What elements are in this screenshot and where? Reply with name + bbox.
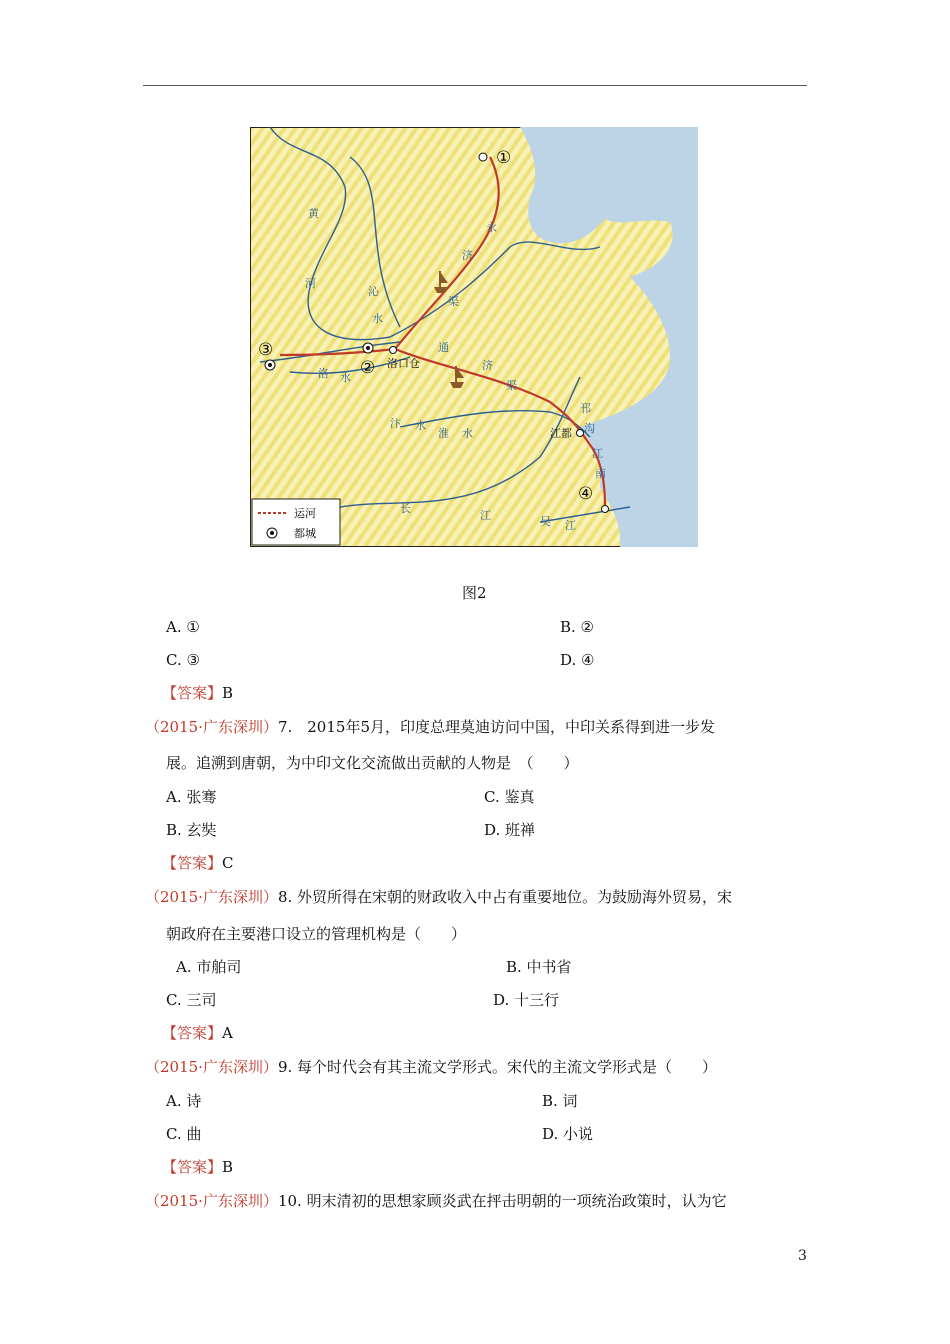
grand-canal-map (250, 127, 698, 547)
q9-line1: （2015·广东深圳）9. 每个时代会有其主流文学形式。宋代的主流文学形式是（ ） (145, 1058, 718, 1076)
river-label: 南 (595, 467, 606, 480)
place-label: 洛口仓 (387, 357, 420, 370)
answer-value: B (222, 1158, 234, 1176)
river-label: 通 (438, 341, 449, 354)
legend-capital: 都城 (294, 527, 316, 540)
question-source: （2015·广东深圳） (145, 1192, 278, 1210)
map-legend (252, 499, 340, 545)
river-label: 吴 (540, 515, 551, 528)
river-label: 黄 (308, 207, 319, 220)
river-label: 水 (415, 419, 426, 432)
q8-option-c: C. 三司 (166, 991, 217, 1009)
q7-answer (162, 853, 234, 873)
q9-option-b: B. 词 (542, 1092, 578, 1110)
river-label: 水 (462, 427, 473, 440)
river-label: 洛 (318, 367, 329, 380)
q6-answer (162, 683, 233, 703)
river-label: 永 (486, 221, 497, 234)
q8-option-a: A. 市舶司 (176, 958, 242, 976)
river-label: 济 (462, 249, 473, 262)
river-label: 济 (482, 359, 493, 372)
q8-line2: 朝政府在主要港口设立的管理机构是（ ） (166, 925, 467, 943)
question-source: （2015·广东深圳） (145, 1058, 278, 1076)
q7-option-c: C. 鉴真 (484, 788, 535, 806)
river-label: 邗 (580, 402, 591, 415)
question-source: （2015·广东深圳） (145, 718, 278, 736)
marker-1: ① (496, 148, 512, 168)
q6-option-a: A. ① (166, 618, 200, 636)
marker-4: ④ (578, 484, 594, 504)
q9-option-a: A. 诗 (166, 1092, 202, 1110)
place-label: 江都 (550, 427, 572, 440)
header-rule (143, 85, 807, 86)
river-label: 河 (305, 277, 316, 290)
q9-option-c: C. 曲 (166, 1125, 202, 1143)
q8-answer (162, 1023, 233, 1043)
marker-2: ② (360, 358, 376, 378)
q8-option-b: B. 中书省 (506, 958, 572, 976)
answer-tag: 【答案】 (162, 1024, 223, 1042)
river-label: 江 (565, 519, 576, 532)
river-label: 水 (372, 312, 383, 325)
q6-option-b: B. ② (560, 618, 595, 636)
figure-caption: 图2 (462, 584, 487, 602)
q7-line1: （2015·广东深圳）7. 2015年5月，印度总理莫迪访问中国，中印关系得到进一步发 (145, 718, 715, 736)
q7-option-a: A. 张骞 (166, 788, 217, 806)
q9-option-d: D. 小说 (542, 1125, 594, 1143)
river-label: 江 (592, 447, 603, 460)
answer-value: A (222, 1024, 233, 1042)
answer-value: B (222, 684, 234, 702)
river-label: 渠 (448, 295, 459, 308)
q8-line1: （2015·广东深圳）8. 外贸所得在宋朝的财政收入中占有重要地位。为鼓励海外贸易，宋 (145, 888, 733, 906)
page-number: 3 (798, 1248, 807, 1264)
answer-tag: 【答案】 (162, 684, 223, 702)
river-label: 沟 (584, 422, 595, 435)
q7-option-d: D. 班禅 (484, 821, 536, 839)
q7-option-b: B. 玄奘 (166, 821, 217, 839)
marker-3: ③ (258, 340, 274, 360)
place-dot (479, 153, 487, 161)
place-dot (390, 347, 397, 354)
q6-option-d: D. ④ (560, 651, 595, 669)
answer-tag: 【答案】 (162, 1158, 223, 1176)
river-label: 汴 (390, 417, 401, 430)
q6-option-c: C. ③ (166, 651, 200, 669)
answer-tag: 【答案】 (162, 854, 223, 872)
legend-canal: 运河 (294, 507, 316, 520)
river-label: 长 (400, 502, 411, 515)
q9-answer (162, 1157, 233, 1177)
river-label: 水 (340, 371, 351, 384)
q7-line2: 展。追溯到唐朝，为中印文化交流做出贡献的人物是 （ ） (166, 754, 579, 772)
question-source: （2015·广东深圳） (145, 888, 278, 906)
q8-option-d: D. 十三行 (493, 991, 560, 1009)
river-label: 渠 (506, 379, 517, 392)
place-dot (577, 430, 584, 437)
place-dot (602, 506, 609, 513)
river-label: 淮 (438, 427, 449, 440)
answer-value: C (222, 854, 234, 872)
river-label: 沁 (368, 285, 379, 298)
river-label: 江 (480, 509, 491, 522)
q10-line1: （2015·广东深圳）10. 明末清初的思想家顾炎武在抨击明朝的一项统治政策时，认为它 (145, 1192, 727, 1210)
